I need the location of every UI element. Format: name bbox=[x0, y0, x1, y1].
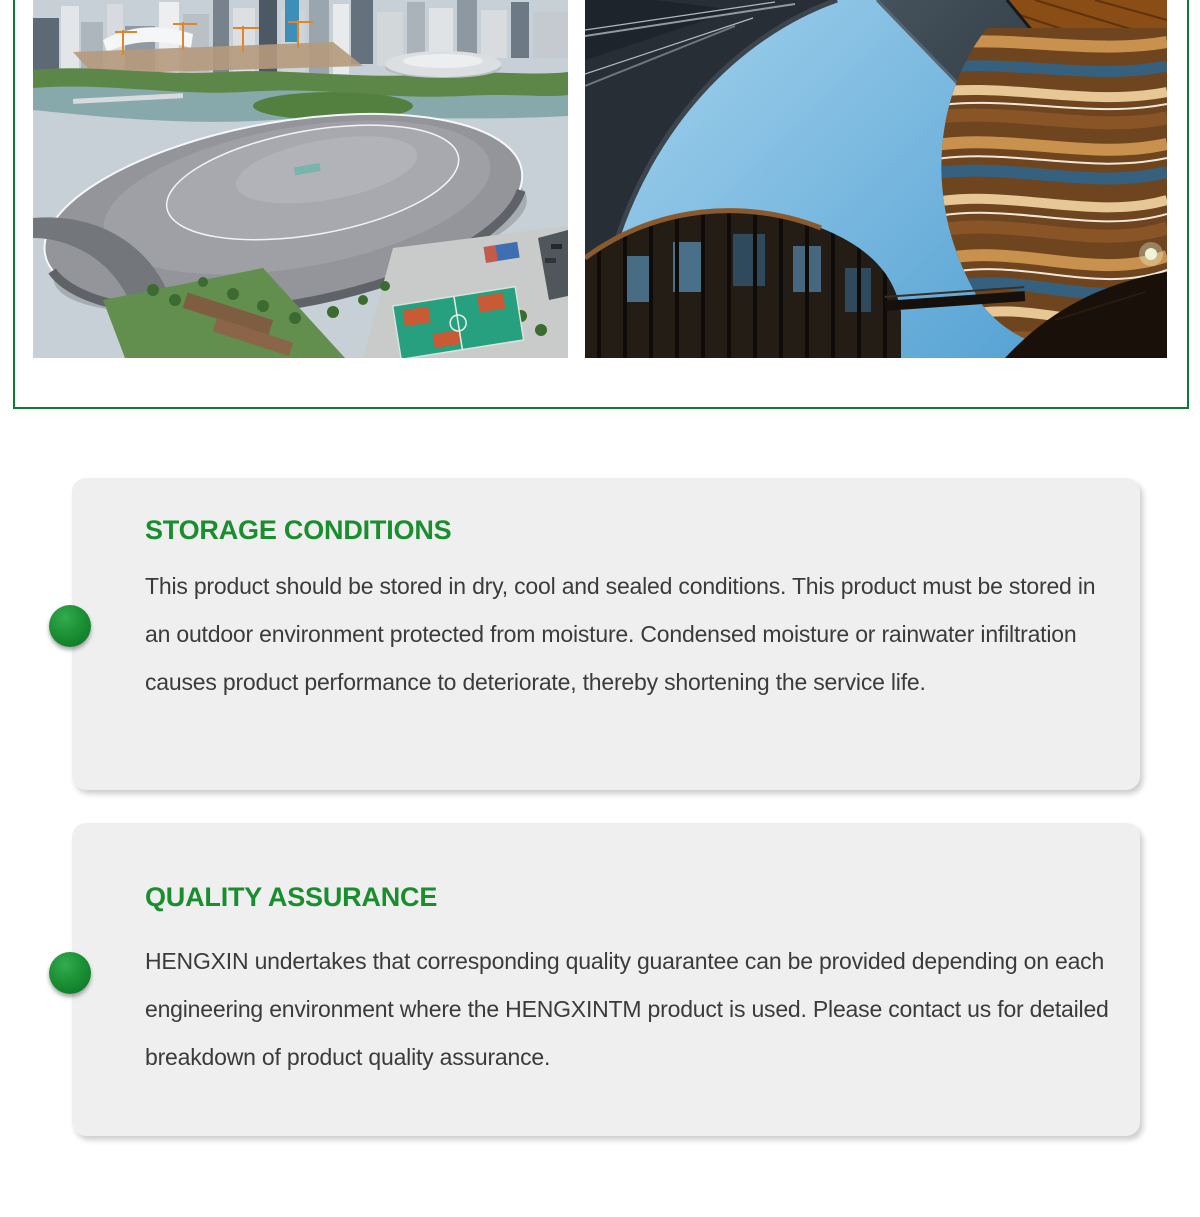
storage-conditions-text: This product should be stored in dry, cool and sealed conditions. This product must be stored in an outdoor environment protected from moisture. Condensed moisture or rainwater infiltration causes product performance to deteriorate, thereby shortening the service life. bbox=[145, 572, 1096, 695]
storage-conditions-card bbox=[72, 478, 1140, 790]
secondary-arena bbox=[385, 51, 501, 78]
quality-assurance-text: HENGXIN undertakes that corresponding quality guarantee can be provided depending on each engineering environment where the HENGXINTM product is used. Please contact us for detailed breakdown of product quality assurance. bbox=[145, 947, 1109, 1070]
aerial-stadium-photo bbox=[33, 0, 568, 358]
quality-assurance-card bbox=[72, 823, 1140, 1136]
green-sphere-bullet-icon bbox=[49, 605, 91, 647]
green-sphere-bullet-icon bbox=[49, 952, 91, 994]
quality-assurance-title: QUALITY ASSURANCE bbox=[145, 882, 438, 912]
storage-conditions-title: STORAGE CONDITIONS bbox=[145, 515, 452, 545]
curved-buildings-photo bbox=[585, 0, 1167, 358]
